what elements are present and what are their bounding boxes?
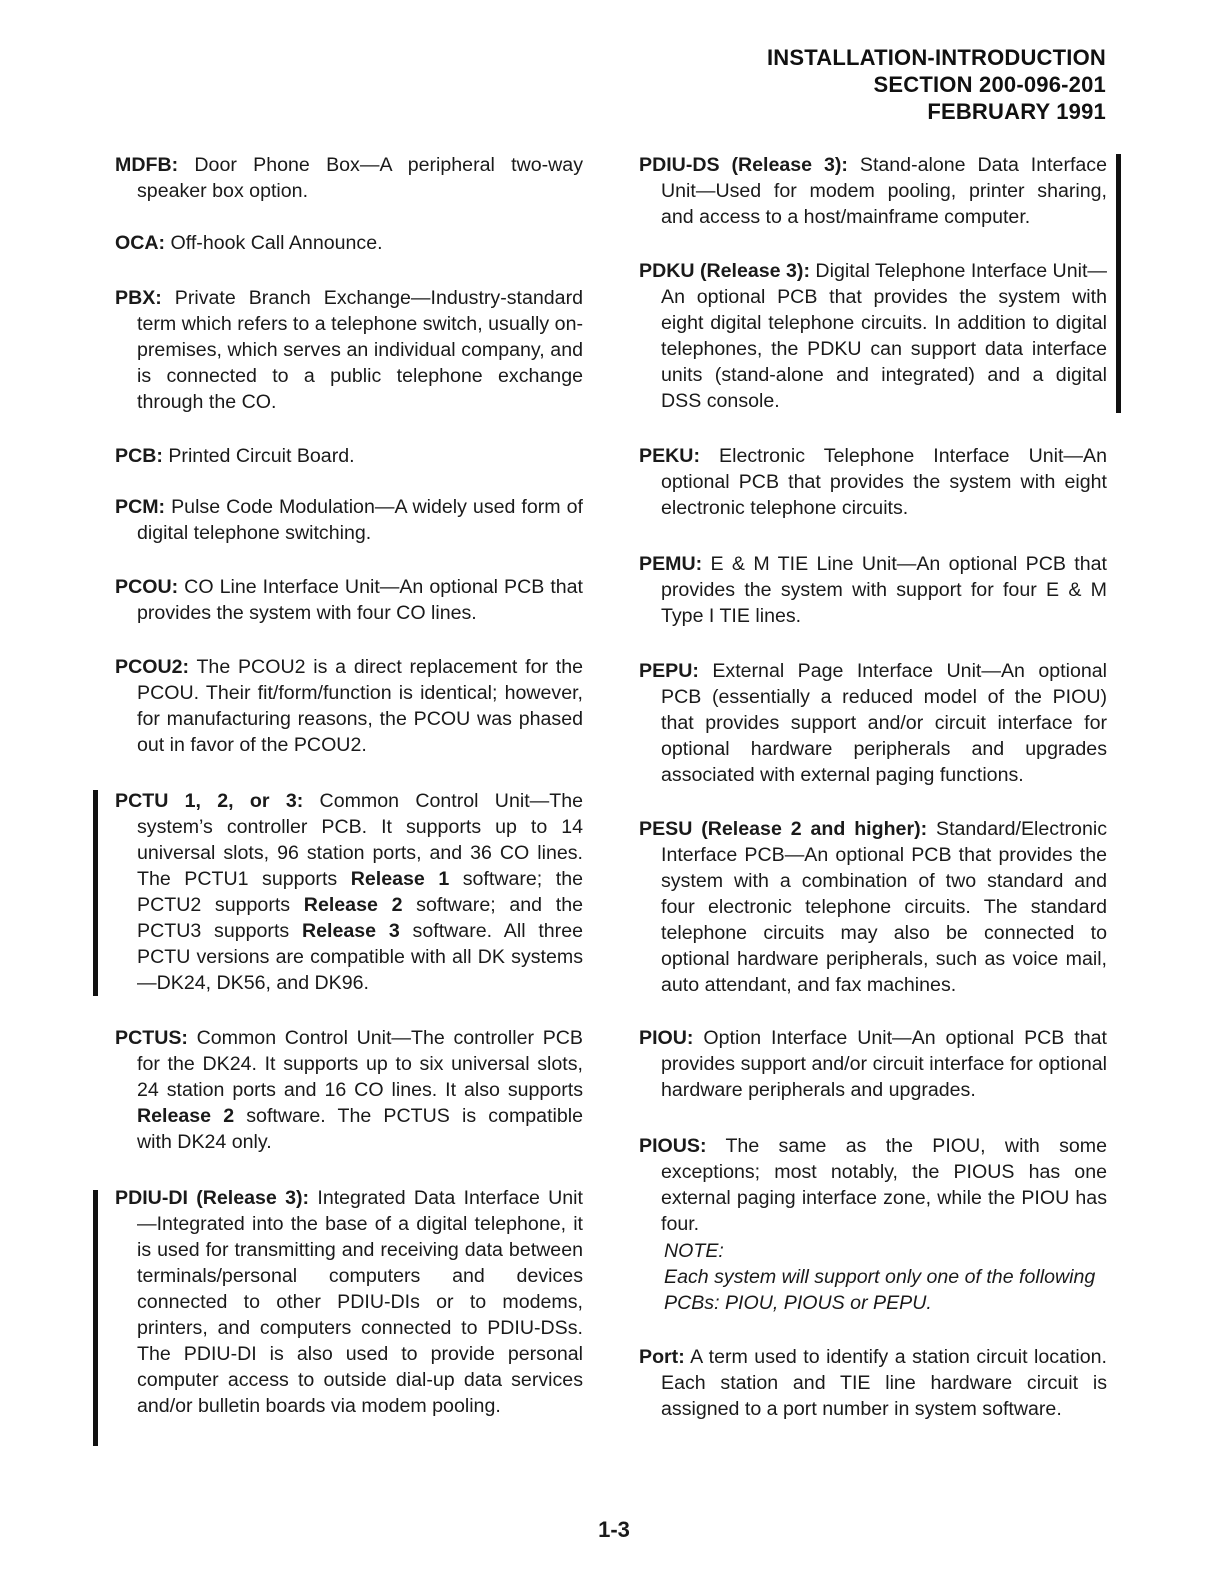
glossary-term: PEPU:	[639, 660, 699, 682]
glossary-term: PBX:	[115, 287, 162, 309]
release-label: Release 1	[350, 868, 450, 890]
release-label: Release 2	[303, 894, 403, 916]
header-section: SECTION 200-096-201	[873, 72, 1106, 97]
glossary-entry-pctus	[115, 1025, 583, 1155]
glossary-term: MDFB:	[115, 154, 179, 176]
glossary-definition: Stand-alone Data Interface Unit—Used for modem pooling, printer sharing, and access to a host/mainframe computer.	[661, 154, 1107, 228]
glossary-definition: External Page Interface Unit—An optional PCB (essentially a reduced model of the PIOU) that provides support and/or circuit interface for optional hardware peripherals and upgrades associated with external paging functions.	[661, 660, 1107, 786]
change-bar-pdiu-ds	[1116, 154, 1121, 413]
note-label: NOTE:	[664, 1240, 724, 1262]
glossary-entry-port	[639, 1344, 1107, 1422]
change-bar-pctu	[93, 790, 98, 996]
glossary-term: PDKU (Release 3):	[639, 260, 810, 282]
glossary-term: PCOU:	[115, 576, 179, 598]
release-label: Release 2	[137, 1105, 235, 1127]
glossary-entry-pcb	[115, 443, 583, 469]
glossary-term: PEKU:	[639, 445, 700, 467]
glossary-term: PESU (Release 2 and higher):	[639, 818, 928, 840]
glossary-term: Port:	[639, 1346, 685, 1368]
glossary-term: PCTU 1, 2, or 3:	[115, 790, 304, 812]
glossary-term: PCOU2:	[115, 656, 190, 678]
glossary-entry-pepu	[639, 658, 1107, 788]
glossary-entry-pcm	[115, 494, 583, 546]
glossary-definition: Printed Circuit Board.	[162, 445, 355, 467]
glossary-definition: Option Interface Unit—An optional PCB that provides support and/or circuit interface for optional hardware peripherals and upgrades.	[661, 1027, 1107, 1101]
glossary-term: PCB:	[115, 445, 163, 467]
glossary-term: PEMU:	[639, 553, 703, 575]
header-date: FEBRUARY 1991	[927, 99, 1106, 124]
glossary-definition: The PCOU2 is a direct replacement for the PCOU. Their fit/form/function is identical; however, for manufacturing reasons, the PCOU was phased out in favor of the PCOU2.	[137, 656, 583, 756]
glossary-definition: E & M TIE Line Unit—An optional PCB that provides the system with support for four E & M Type I TIE lines.	[661, 553, 1107, 627]
glossary-definition: Electronic Telephone Interface Unit—An optional PCB that provides the system with eight electronic telephone circuits.	[661, 445, 1107, 519]
glossary-entry-pcou2	[115, 654, 583, 758]
note-text: Each system will support only one of the following PCBs: PIOU, PIOUS or PEPU.	[664, 1266, 1096, 1314]
glossary-definition: A term used to identify a station circuit location. Each station and TIE line hardware circuit is assigned to a port number in system software.	[661, 1346, 1107, 1420]
note-block	[664, 1238, 1107, 1316]
glossary-definition: Standard/Electronic Interface PCB—An optional PCB that provides the system with a combination of two standard and four electronic telephone circuits. The standard telephone circuits may also be connected to optional hardware peripherals, such as voice mail, auto attendant, and fax machines.	[661, 818, 1107, 996]
glossary-entry-pctu	[115, 788, 583, 996]
page-header	[767, 44, 1106, 125]
release-label: Release 3	[301, 920, 400, 942]
glossary-term: OCA:	[115, 232, 166, 254]
glossary-definition: Common Control Unit—The controller PCB for the DK24. It supports up to six universal slots, 24 station ports and 16 CO lines. It also supports	[137, 1027, 583, 1101]
page-number: 1-3	[598, 1517, 630, 1542]
glossary-definition: Pulse Code Modulation—A widely used form of digital telephone switching.	[137, 496, 583, 544]
glossary-definition: The same as the PIOU, with some exceptions; most notably, the PIOUS has one external paging interface zone, while the PIOU has four.	[661, 1135, 1107, 1235]
glossary-definition: software; the PCTU2 supports	[137, 868, 583, 916]
glossary-term: PDIU-DS (Release 3):	[639, 154, 848, 176]
glossary-definition: software. The PCTUS is compatible with DK24 only.	[137, 1105, 584, 1153]
glossary-entry-pbx	[115, 285, 583, 415]
header-title: INSTALLATION-INTRODUCTION	[766, 45, 1106, 70]
glossary-term: PCTUS:	[115, 1027, 188, 1049]
glossary-entry-pious	[639, 1133, 1107, 1237]
glossary-entry-pesu	[639, 816, 1107, 998]
glossary-definition: CO Line Interface Unit—An optional PCB that provides the system with four CO lines.	[137, 576, 583, 624]
glossary-definition: Integrated Data Interface Unit—Integrated into the base of a digital telephone, it is used for transmitting and receiving data between terminals/personal computers and devices connected to other PDIU-DIs or to modems, printers, and computers connected to PDIU-DSs. The PDIU-DI is also used to provide personal computer access to outside dial-up data services and/or bulletin boards via modem pooling.	[137, 1187, 583, 1417]
glossary-entry-piou	[639, 1025, 1107, 1103]
glossary-entry-mdfb	[115, 152, 583, 204]
glossary-definition: Digital Telephone Interface Unit—An optional PCB that provides the system with eight digital telephone circuits. In addition to digital telephones, the PDKU can support data interface units (stand-alone and integrated) and a digital DSS console.	[661, 260, 1107, 412]
glossary-entry-oca	[115, 230, 583, 256]
glossary-entry-peku	[639, 443, 1107, 521]
glossary-definition: Common Control Unit—The system’s controller PCB. It supports up to 14 universal slots, 96 station ports, and 36 CO lines. The PCTU1 supports	[137, 790, 584, 890]
glossary-term: PCM:	[115, 496, 166, 518]
glossary-definition: software; and the PCTU3 supports	[137, 894, 584, 942]
glossary-entry-pemu	[639, 551, 1107, 629]
glossary-entry-pcou	[115, 574, 583, 626]
glossary-definition: Door Phone Box—A peripheral two-way speaker box option.	[137, 154, 583, 202]
glossary-entry-pdiu-ds	[639, 152, 1107, 230]
glossary-term: PDIU-DI (Release 3):	[115, 1187, 310, 1209]
glossary-definition: Off-hook Call Announce.	[165, 232, 383, 254]
glossary-term: PIOUS:	[639, 1135, 707, 1157]
glossary-entry-pdku	[639, 258, 1107, 414]
change-bar-pdiu-di	[93, 1190, 98, 1446]
glossary-entry-pdiu-di	[115, 1185, 583, 1419]
glossary-definition: Private Branch Exchange—Industry-standard term which refers to a telephone switch, usually on-premises, which serves an individual company, and is connected to a public telephone exchange through the CO.	[137, 287, 583, 413]
glossary-term: PIOU:	[639, 1027, 694, 1049]
glossary-definition: software. All three PCTU versions are compatible with all DK systems—DK24, DK56, and DK96.	[137, 920, 583, 994]
